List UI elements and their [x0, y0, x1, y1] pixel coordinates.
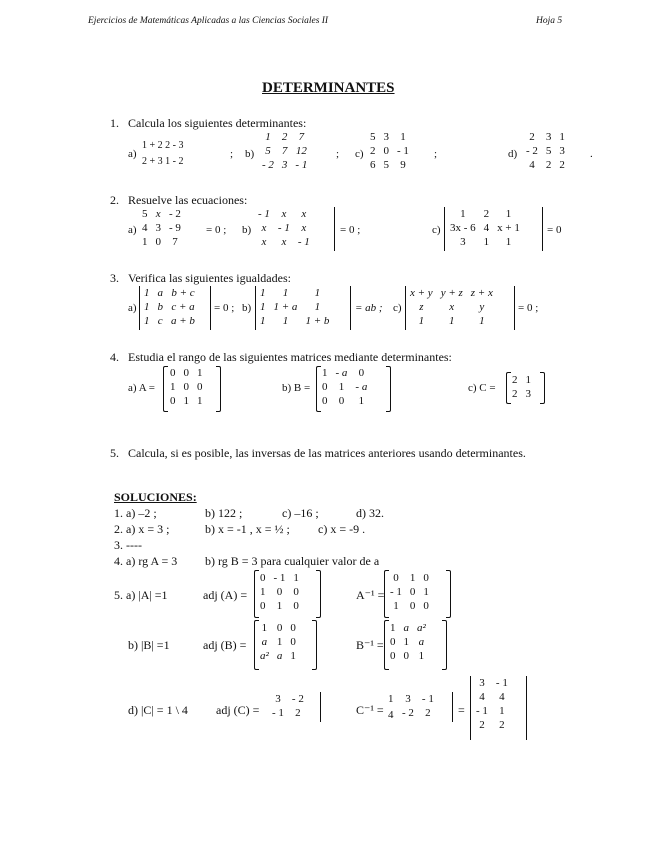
cell: - 9 — [169, 222, 181, 234]
sol5c-adj-matrix — [268, 692, 308, 720]
cell: 0 — [393, 572, 399, 584]
sol5a-adj-label: adj (A) = — [203, 588, 248, 602]
sol5c-inv-fraction-den: 4 — [388, 709, 394, 721]
cell: 1 — [479, 315, 485, 327]
sol1-c: c) –16 ; — [282, 506, 319, 520]
cell: 1 — [144, 287, 150, 299]
cell: 1 — [505, 208, 512, 220]
cell: 1 — [418, 315, 425, 327]
cell: 1 — [293, 572, 299, 584]
sol3: 3. ---- — [114, 538, 142, 552]
ex2-a-matrix — [138, 207, 185, 249]
cell: a — [276, 650, 283, 662]
matrix-bracket — [312, 620, 317, 670]
cell: 3 — [559, 145, 565, 157]
cell: x + 1 — [497, 222, 520, 234]
ex3-b-end: = ab ; — [355, 302, 383, 314]
ex1-c-matrix — [366, 130, 413, 172]
ex5-number: 5. — [110, 446, 119, 460]
cell: 5 — [265, 145, 271, 157]
header-left: Ejercicios de Matemáticas Aplicadas a las Ciencias Sociales II — [88, 16, 329, 26]
cell: 2 — [295, 707, 301, 719]
cell: 0 — [170, 395, 176, 407]
header-right: Hoja 5 — [536, 16, 563, 26]
cell: 1 — [314, 301, 321, 313]
cell: 3 — [405, 693, 411, 705]
sol5a-inv-label: A⁻¹ = — [356, 588, 385, 602]
cell: 3 — [545, 131, 552, 143]
ex2-b-end: = 0 ; — [340, 224, 361, 236]
determinant-bar — [444, 207, 445, 251]
cell: 1 — [403, 636, 409, 648]
cell: 0 — [276, 622, 283, 634]
cell: 2 — [512, 374, 518, 386]
cell: x — [281, 208, 287, 220]
sol4-b: b) rg B = 3 para cualquier valor de a — [205, 554, 380, 568]
cell: - 1 — [390, 586, 402, 598]
cell: 0 — [183, 367, 189, 379]
cell: 1 — [290, 650, 296, 662]
cell: 6 — [370, 159, 376, 171]
cell: 1 — [197, 367, 203, 379]
cell: 1 + a — [273, 301, 298, 313]
cell: a + b — [171, 315, 195, 327]
cell: a² — [417, 622, 426, 634]
sol5c-adj-label: adj (C) = — [216, 703, 260, 717]
cell: 1 — [505, 236, 512, 248]
cell: 1 — [483, 236, 490, 248]
ex1-b-end: ; — [336, 148, 340, 160]
cell: a — [157, 287, 163, 299]
cell: 4 — [142, 222, 148, 234]
cell: 1 — [261, 622, 268, 634]
cell: 3 — [460, 236, 466, 248]
cell: 5 — [545, 145, 552, 157]
cell: 0 — [322, 381, 328, 393]
cell: 2 — [545, 159, 552, 171]
cell: 1 — [170, 381, 176, 393]
cell: - 2 — [526, 145, 538, 157]
cell: 1 — [260, 586, 266, 598]
cell: - 2 — [262, 159, 274, 171]
cell: z + x — [470, 287, 493, 299]
cell: 2 — [499, 719, 505, 731]
page-title: DETERMINANTES — [262, 80, 395, 96]
ex3-b-matrix — [256, 286, 333, 328]
cell: 1 — [197, 395, 203, 407]
cell: 4 — [529, 159, 535, 171]
cell: 0 — [409, 600, 416, 612]
cell: - 1 — [277, 222, 290, 234]
cell: 0 — [403, 650, 409, 662]
cell: 1 — [314, 287, 321, 299]
cell: 2 — [281, 131, 288, 143]
sol5c-inv-label: C⁻¹ = — [356, 703, 384, 717]
cell: 1 — [265, 131, 271, 143]
ex4-a-label: a) A = — [128, 382, 155, 394]
cell: a — [418, 636, 425, 648]
ex3-number: 3. — [110, 271, 119, 285]
cell: 2 — [529, 131, 535, 143]
cell: - 1 — [295, 159, 308, 171]
ex1-b-matrix — [258, 130, 311, 172]
ex2-c-label: c) — [432, 224, 441, 236]
cell: x + y — [410, 287, 433, 299]
cell: 1 — [559, 131, 565, 143]
sol1-a: 1. a) –2 ; — [114, 506, 157, 520]
cell: 4 — [479, 691, 485, 703]
ex4-text: Estudia el rango de las siguientes matrices mediante determinantes: — [128, 350, 452, 364]
cell: - 2 — [402, 707, 414, 719]
cell: 0 — [322, 395, 328, 407]
ex2-text: Resuelve las ecuaciones: — [128, 193, 248, 207]
ex1-number: 1. — [110, 116, 119, 130]
cell: 5 — [370, 131, 376, 143]
ex2-b-matrix — [254, 207, 314, 249]
sol1-b: b) 122 ; — [205, 506, 243, 520]
ex3-c-matrix — [406, 286, 497, 328]
sol5c-inv-fraction-num: 1 — [388, 693, 394, 705]
sol2-c: c) x = -9 . — [318, 522, 366, 536]
cell: x — [449, 301, 455, 313]
cell: - a — [335, 367, 348, 379]
cell: 0 — [383, 145, 389, 157]
cell: c + a — [171, 301, 195, 313]
cell: 1 — [525, 374, 531, 386]
ex3-a-matrix — [140, 286, 199, 328]
cell: 3 — [525, 388, 531, 400]
sol5a-inv-matrix — [386, 571, 433, 613]
cell: x — [155, 208, 161, 220]
cell: 3 — [275, 693, 281, 705]
cell: 2 — [425, 707, 431, 719]
cell: 1 — [144, 301, 150, 313]
cell: c — [157, 315, 163, 327]
cell: 1 — [144, 315, 150, 327]
cell: 1 — [260, 287, 266, 299]
ex1-c-label: c) — [355, 148, 364, 160]
cell: - 2 — [169, 208, 181, 220]
cell: 0 — [290, 622, 296, 634]
cell: 1 — [260, 315, 266, 327]
sol5a-det: 5. a) |A| =1 — [114, 588, 168, 602]
cell: 0 — [409, 586, 416, 598]
ex2-b-label: b) — [242, 224, 252, 236]
cell: - 1 — [397, 145, 409, 157]
matrix-bracket — [442, 620, 447, 670]
determinant-bar — [334, 207, 335, 251]
cell: 1 — [322, 367, 328, 379]
cell: a² — [260, 650, 269, 662]
ex2-a-label: a) — [128, 224, 137, 236]
cell: 0 — [390, 650, 396, 662]
cell: 5 — [383, 159, 389, 171]
cell: 2 — [479, 719, 485, 731]
cell: 3 — [383, 131, 389, 143]
cell: 3 — [281, 159, 288, 171]
ex4-c-label: c) C = — [468, 382, 496, 394]
cell: 0 — [423, 572, 429, 584]
cell: 3 — [155, 222, 161, 234]
cell: x — [261, 222, 267, 234]
cell: - 1 — [273, 572, 286, 584]
cell: 1 — [276, 600, 283, 612]
cell: - 1 — [495, 677, 508, 689]
cell: 1 — [418, 650, 425, 662]
ex1-a-end: ; — [230, 148, 234, 160]
cell: 1 — [282, 315, 289, 327]
determinant-bar — [526, 676, 527, 740]
cell: 0 — [338, 395, 345, 407]
cell: b + c — [171, 287, 195, 299]
cell: 1 — [448, 315, 455, 327]
cell: 0 — [260, 572, 266, 584]
ex1-d-end: . — [590, 148, 593, 160]
cell: 1 + b — [305, 315, 330, 327]
cell: a — [403, 622, 409, 634]
cell: a — [261, 636, 268, 648]
cell: 7 — [298, 131, 305, 143]
ex4-c-matrix — [508, 373, 535, 401]
cell: 1 — [183, 395, 189, 407]
cell: 0 — [197, 381, 203, 393]
cell: b — [157, 301, 163, 313]
matrix-bracket — [540, 372, 545, 404]
sol2-b: b) x = -1 , x = ½ ; — [205, 522, 290, 536]
cell: 1 — [460, 208, 466, 220]
sol5b-adj-label: adj (B) = — [203, 638, 247, 652]
cell: 9 — [400, 159, 406, 171]
ex1-text: Calcula los siguientes determinantes: — [128, 116, 307, 130]
cell: 0 — [170, 367, 176, 379]
cell: y + z — [440, 287, 463, 299]
ex3-c-end: = 0 ; — [518, 302, 539, 314]
sol5c-equals: = — [458, 703, 465, 717]
cell: - 1 — [258, 208, 270, 220]
sol5c-det: d) |C| = 1 \ 4 — [128, 703, 188, 717]
solutions-heading: SOLUCIONES: — [114, 490, 197, 504]
ex1-a-row-2: 2 + 3 1 - 2 — [142, 156, 184, 167]
cell: 1 — [400, 131, 406, 143]
ex2-c-matrix — [446, 207, 524, 249]
ex3-c-label: c) — [393, 302, 402, 314]
cell: 0 — [423, 600, 429, 612]
cell: - 1 — [272, 707, 284, 719]
cell: 1 — [409, 572, 416, 584]
ex1-a-label: a) — [128, 148, 137, 160]
cell: 1 — [358, 395, 365, 407]
sol1-d: d) 32. — [356, 506, 384, 520]
cell: 2 — [370, 145, 376, 157]
cell: - 1 — [476, 705, 488, 717]
cell: 1 — [276, 636, 283, 648]
cell: 0 — [390, 636, 396, 648]
cell: 1 — [142, 236, 148, 248]
cell: 1 — [499, 705, 505, 717]
cell: y — [479, 301, 485, 313]
cell: 1 — [390, 622, 396, 634]
determinant-bar — [320, 692, 321, 722]
determinant-bar — [350, 286, 351, 330]
cell: 4 — [483, 222, 490, 234]
ex4-b-matrix — [318, 366, 371, 408]
cell: 1 — [282, 287, 289, 299]
ex3-a-end: = 0 ; — [214, 302, 235, 314]
ex3-text: Verifica las siguientes igualdades: — [128, 271, 291, 285]
determinant-bar — [542, 207, 543, 251]
ex3-a-label: a) — [128, 302, 137, 314]
cell: x — [301, 208, 307, 220]
matrix-bracket — [386, 366, 391, 412]
cell: 5 — [142, 208, 148, 220]
matrix-bracket — [316, 570, 321, 618]
cell: 7 — [281, 145, 288, 157]
cell: 0 — [293, 600, 299, 612]
ex4-b-label: b) B = — [282, 382, 311, 394]
cell: z — [419, 301, 424, 313]
ex4-a-matrix — [166, 366, 207, 408]
determinant-bar — [452, 692, 453, 722]
cell: 7 — [172, 236, 178, 248]
cell: 0 — [293, 586, 299, 598]
cell: 3 — [479, 677, 485, 689]
cell: - 2 — [291, 693, 304, 705]
ex3-b-label: b) — [242, 302, 252, 314]
determinant-bar — [210, 286, 211, 330]
sol5c-result-matrix — [472, 676, 512, 732]
cell: 2 — [483, 208, 490, 220]
cell: 1 — [338, 381, 345, 393]
cell: x — [261, 236, 267, 248]
matrix-bracket — [216, 366, 221, 412]
ex1-a-row-1: 1 + 2 2 - 3 — [142, 140, 184, 151]
ex4-number: 4. — [110, 350, 119, 364]
ex1-d-label: d) — [508, 148, 518, 160]
determinant-bar — [514, 286, 515, 330]
ex2-number: 2. — [110, 193, 119, 207]
cell: 1 — [423, 586, 429, 598]
cell: - a — [355, 381, 368, 393]
cell: 1 — [393, 600, 399, 612]
cell: - 1 — [421, 693, 434, 705]
determinant-bar — [470, 676, 471, 740]
cell: 0 — [260, 600, 266, 612]
sol2-a: 2. a) x = 3 ; — [114, 522, 170, 536]
cell: 0 — [276, 586, 283, 598]
cell: 0 — [183, 381, 189, 393]
sol5b-inv-label: B⁻¹ = — [356, 638, 384, 652]
ex2-a-end: = 0 ; — [206, 224, 227, 236]
ex1-b-label: b) — [245, 148, 255, 160]
cell: 3x - 6 — [450, 222, 476, 234]
sol5a-adj-matrix — [256, 571, 303, 613]
cell: 2 — [512, 388, 518, 400]
cell: 1 — [260, 301, 266, 313]
cell: 2 — [559, 159, 565, 171]
cell: 0 — [290, 636, 296, 648]
sol5b-inv-matrix — [386, 621, 430, 663]
sol5c-inv-matrix — [398, 692, 438, 720]
ex1-d-matrix — [522, 130, 569, 172]
sol5b-adj-matrix — [256, 621, 300, 663]
cell: 0 — [358, 367, 365, 379]
sol5b-det: b) |B| =1 — [128, 638, 170, 652]
ex2-c-end: = 0 — [547, 224, 562, 236]
cell: x — [281, 236, 287, 248]
sol4-a: 4. a) rg A = 3 — [114, 554, 178, 568]
cell: 0 — [155, 236, 161, 248]
cell: - 1 — [297, 236, 310, 248]
matrix-bracket — [446, 570, 451, 618]
ex1-c-end: ; — [434, 148, 438, 160]
ex5-text: Calcula, si es posible, las inversas de las matrices anteriores usando determinantes. — [128, 446, 526, 460]
cell: x — [301, 222, 307, 234]
cell: 12 — [295, 145, 307, 157]
cell: 4 — [499, 691, 505, 703]
